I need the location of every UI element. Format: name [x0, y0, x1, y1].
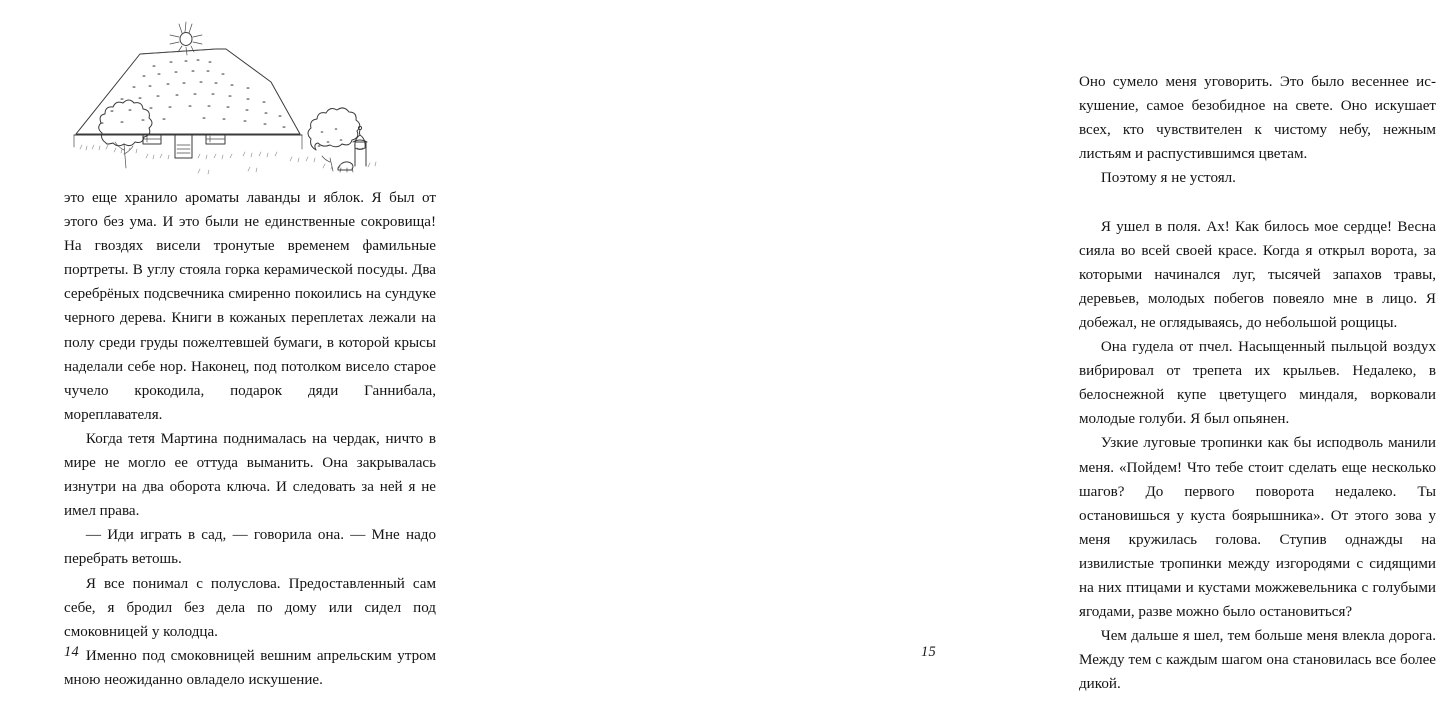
right-page-text-column [1079, 70, 1436, 696]
page-number-left: 14 [64, 644, 79, 660]
house-door [175, 135, 192, 158]
paragraph: это еще хранило ароматы лаванды и яблок. Я был от этого без ума. И это были не единственные сокровища! На гвоздях висели тронутые временем фамильные портреты. В углу стояла горка керамической посуды. Два серебрёных подсвечника смиренно покоились на сундуке черного дерева. Книги в кожаных переплетах лежали на полу среди груды пожелтевшей бумаги, в которой крысы наделали себе нор. Наконец, под потолком висело старое чучело крокодила, подарок дяди Ганнибала, мореплавателя. [64, 190, 436, 423]
paragraph: Чем дальше я шел, тем больше меня влекла дорога. Между тем с каждым шагом она становилась все более дикой. [1079, 628, 1436, 693]
paragraph: Оно сумело меня уговорить. Это было весеннее искушение, самое безобидное на свете. Оно искушает всех, кто чувствителен к чистому небу, нежным листьям и распустившимся цветам. [1079, 74, 1436, 163]
paragraph: Я ушел в поля. Ах! Как билось мое сердце! Весна сияла во всей своей красе. Когда я открыл ворота, за которыми начинался луг, тысячей запахов травы, деревьев, молодых побегов повеяло мне в лицо. Я добежал, не оглядываясь, до небольшой рощицы. [1079, 218, 1436, 331]
page-number-right: 15 [921, 644, 936, 660]
paragraph: — Иди играть в сад, — говорила она. — Мне надо перебрать ветошь. [64, 527, 436, 568]
house-with-sun-illustration [58, 8, 378, 176]
paragraph: Она гудела от пчел. Насыщенный пыльцой воздух вибрировал от трепета их крыльев. Недалеко, в белоснежной купе цветущего миндаля, ворковали молодые голуби. Я был опьянен. [1079, 339, 1436, 428]
paragraph: Узкие луговые тропинки как бы исподволь манили меня. «Пойдем! Что тебе стоит сделать еще несколько шагов? До первого поворота недалеко. Ты остановишься у куста боярышника». От этого зова у меня кружилась голова. Ступив однажды на извилистые тропинки между изгородями с сидящими на них птицами и кустами можжевельника с голубыми ягодами, разве можно было остановиться? [1079, 435, 1436, 621]
paragraph: Когда тетя Мартина поднималась на чердак, ничто в мире не могло ее оттуда выманить. Она закрывалась изнутри на два оборота ключа. И следовать за ней я не имел права. [64, 430, 436, 520]
paragraph: Поэтому я не устоял. [1100, 170, 1236, 187]
right-page [500, 0, 1436, 719]
left-page [0, 0, 500, 719]
paragraph: Именно под смоковницей вешним апрельским утром мною неожиданно овладело искушение. [64, 647, 436, 688]
tree-right [308, 108, 360, 171]
paragraph: Я все понимал с полуслова. Предоставленный сам себе, я бродил без дела по дому или сидел под смоковницей у колодца. [64, 575, 436, 640]
well-with-figure [338, 126, 367, 172]
left-page-text-column [64, 186, 436, 692]
